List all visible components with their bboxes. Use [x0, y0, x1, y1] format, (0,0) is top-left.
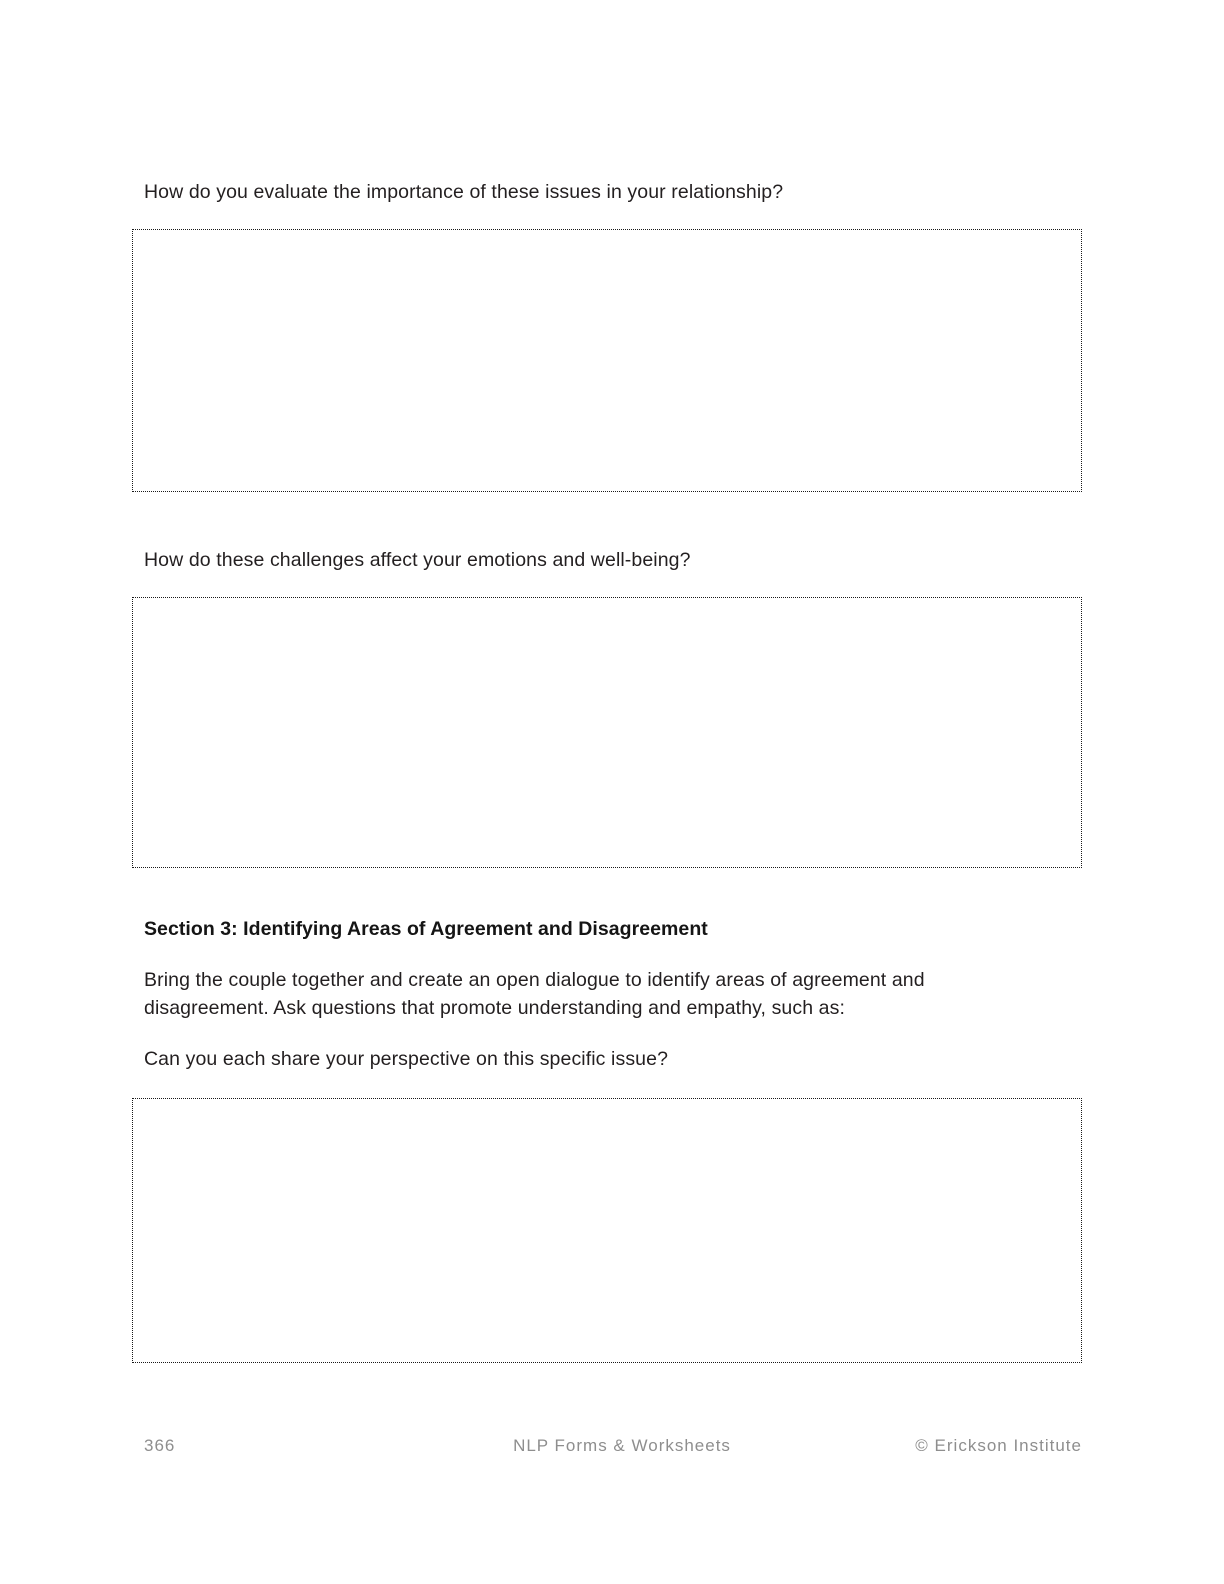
- section-3-heading: Section 3: Identifying Areas of Agreement and Disagreement: [144, 918, 708, 940]
- question-2-label: How do these challenges affect your emotions and well-being?: [144, 549, 691, 571]
- footer-copyright: © Erickson Institute: [915, 1436, 1082, 1455]
- page-content: [144, 0, 1082, 1584]
- section-3-intro-paragraph: [144, 966, 1070, 1022]
- page-footer: [144, 1432, 1082, 1460]
- answer-box-2[interactable]: [132, 597, 1082, 868]
- question-1-label: How do you evaluate the importance of these issues in your relationship?: [144, 181, 784, 203]
- answer-box-1[interactable]: [132, 229, 1082, 492]
- section-3-intro-line-1: Bring the couple together and create an open dialogue to identify areas of agreement and: [144, 969, 925, 991]
- footer-page-number: 366: [144, 1436, 176, 1455]
- answer-box-3[interactable]: [132, 1098, 1082, 1363]
- section-3-intro-line-2: disagreement. Ask questions that promote understanding and empathy, such as:: [144, 997, 845, 1019]
- question-3-label: Can you each share your perspective on this specific issue?: [144, 1048, 669, 1070]
- footer-document-title: NLP Forms & Worksheets: [513, 1436, 731, 1455]
